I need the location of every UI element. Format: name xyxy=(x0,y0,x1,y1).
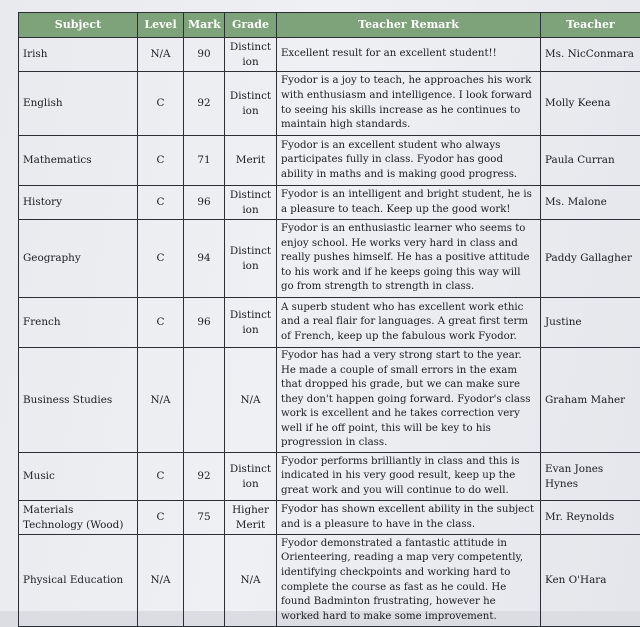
subject-cell: Music xyxy=(19,453,138,501)
table-row xyxy=(19,348,640,453)
subject-cell: Irish xyxy=(19,38,138,72)
subject-cell: Materials Technology (Wood) xyxy=(19,501,138,535)
mark-cell: 90 xyxy=(184,38,225,72)
grade-cell: Distinct ion xyxy=(225,72,277,136)
subject-cell: History xyxy=(19,186,138,220)
grade-cell: Higher Merit xyxy=(225,501,277,535)
remark-cell: Fyodor performs brilliantly in class and this is indicated in his very good result, keep up the great work and you will continue to do well. xyxy=(277,453,541,501)
remark-cell: Fyodor is a joy to teach, he approaches his work with enthusiasm and intelligence. I look forward to seeing his skills increase as he continues to maintain high standards. xyxy=(277,72,541,136)
teacher-cell: Mr. Reynolds xyxy=(541,501,640,535)
header-subject: Subject xyxy=(19,13,138,38)
header-teacher: Teacher xyxy=(541,13,640,38)
level-cell: C xyxy=(138,72,184,136)
level-cell: N/A xyxy=(138,348,184,453)
table-row xyxy=(19,136,640,186)
teacher-cell: Molly Keena xyxy=(541,72,640,136)
table-row xyxy=(19,186,640,220)
level-cell: N/A xyxy=(138,535,184,627)
grade-cell: Distinct ion xyxy=(225,220,277,298)
level-cell: N/A xyxy=(138,38,184,72)
level-cell: C xyxy=(138,136,184,186)
teacher-cell: Ken O'Hara xyxy=(541,535,640,627)
teacher-cell: Graham Maher xyxy=(541,348,640,453)
level-cell: C xyxy=(138,298,184,348)
remark-cell: Fyodor has shown excellent ability in the subject and is a pleasure to have in the class. xyxy=(277,501,541,535)
teacher-cell: Evan Jones Hynes xyxy=(541,453,640,501)
mark-cell: 96 xyxy=(184,186,225,220)
table-row xyxy=(19,501,640,535)
teacher-cell: Ms. NicConmara xyxy=(541,38,640,72)
report-table xyxy=(18,12,640,627)
table-row xyxy=(19,298,640,348)
mark-cell: 92 xyxy=(184,72,225,136)
header-remark: Teacher Remark xyxy=(277,13,541,38)
table-row xyxy=(19,220,640,298)
subject-cell: Mathematics xyxy=(19,136,138,186)
grade-cell: Merit xyxy=(225,136,277,186)
header-mark: Mark xyxy=(184,13,225,38)
grade-cell: Distinct ion xyxy=(225,186,277,220)
grade-cell: Distinct ion xyxy=(225,298,277,348)
header-row xyxy=(19,13,640,38)
mark-cell xyxy=(184,348,225,453)
subject-cell: English xyxy=(19,72,138,136)
mark-cell: 94 xyxy=(184,220,225,298)
level-cell: C xyxy=(138,220,184,298)
level-cell: C xyxy=(138,186,184,220)
mark-cell: 71 xyxy=(184,136,225,186)
table-row xyxy=(19,535,640,627)
teacher-cell: Paula Curran xyxy=(541,136,640,186)
table-row xyxy=(19,453,640,501)
teacher-cell: Ms. Malone xyxy=(541,186,640,220)
remark-cell: Fyodor is an intelligent and bright student, he is a pleasure to teach. Keep up the good work! xyxy=(277,186,541,220)
teacher-cell: Paddy Gallagher xyxy=(541,220,640,298)
mark-cell: 75 xyxy=(184,501,225,535)
header-grade: Grade xyxy=(225,13,277,38)
subject-cell: Geography xyxy=(19,220,138,298)
remark-cell: Fyodor is an excellent student who always participates fully in class. Fyodor has good ability in maths and is making good progress. xyxy=(277,136,541,186)
remark-cell: A superb student who has excellent work ethic and a real flair for languages. A great first term of French, keep up the fabulous work Fyodor. xyxy=(277,298,541,348)
grade-cell: N/A xyxy=(225,348,277,453)
remark-cell: Fyodor demonstrated a fantastic attitude in Orienteering, reading a map very competently, identifying checkpoints and working hard to complete the course as fast as he could. He found Badminton frustrating, however he worked hard to make some improvement. xyxy=(277,535,541,627)
subject-cell: French xyxy=(19,298,138,348)
header-level: Level xyxy=(138,13,184,38)
subject-cell: Business Studies xyxy=(19,348,138,453)
remark-cell: Excellent result for an excellent student!! xyxy=(277,38,541,72)
level-cell: C xyxy=(138,501,184,535)
table-row xyxy=(19,38,640,72)
remark-cell: Fyodor has had a very strong start to the year. He made a couple of small errors in the exam that dropped his grade, but we can make sure they don't happen going forward. Fyodor's class work is excellent and he takes correction very well if he off point, this will be key to his progression in class. xyxy=(277,348,541,453)
grade-cell: Distinct ion xyxy=(225,453,277,501)
mark-cell xyxy=(184,535,225,627)
teacher-cell: Justine xyxy=(541,298,640,348)
subject-cell: Physical Education xyxy=(19,535,138,627)
mark-cell: 92 xyxy=(184,453,225,501)
grade-cell: Distinct ion xyxy=(225,38,277,72)
table-row xyxy=(19,72,640,136)
remark-cell: Fyodor is an enthusiastic learner who seems to enjoy school. He works very hard in class and really pushes himself. He has a positive attitude to his work and if he keeps going this way will go from strength to strength in class. xyxy=(277,220,541,298)
grade-cell: N/A xyxy=(225,535,277,627)
level-cell: C xyxy=(138,453,184,501)
mark-cell: 96 xyxy=(184,298,225,348)
